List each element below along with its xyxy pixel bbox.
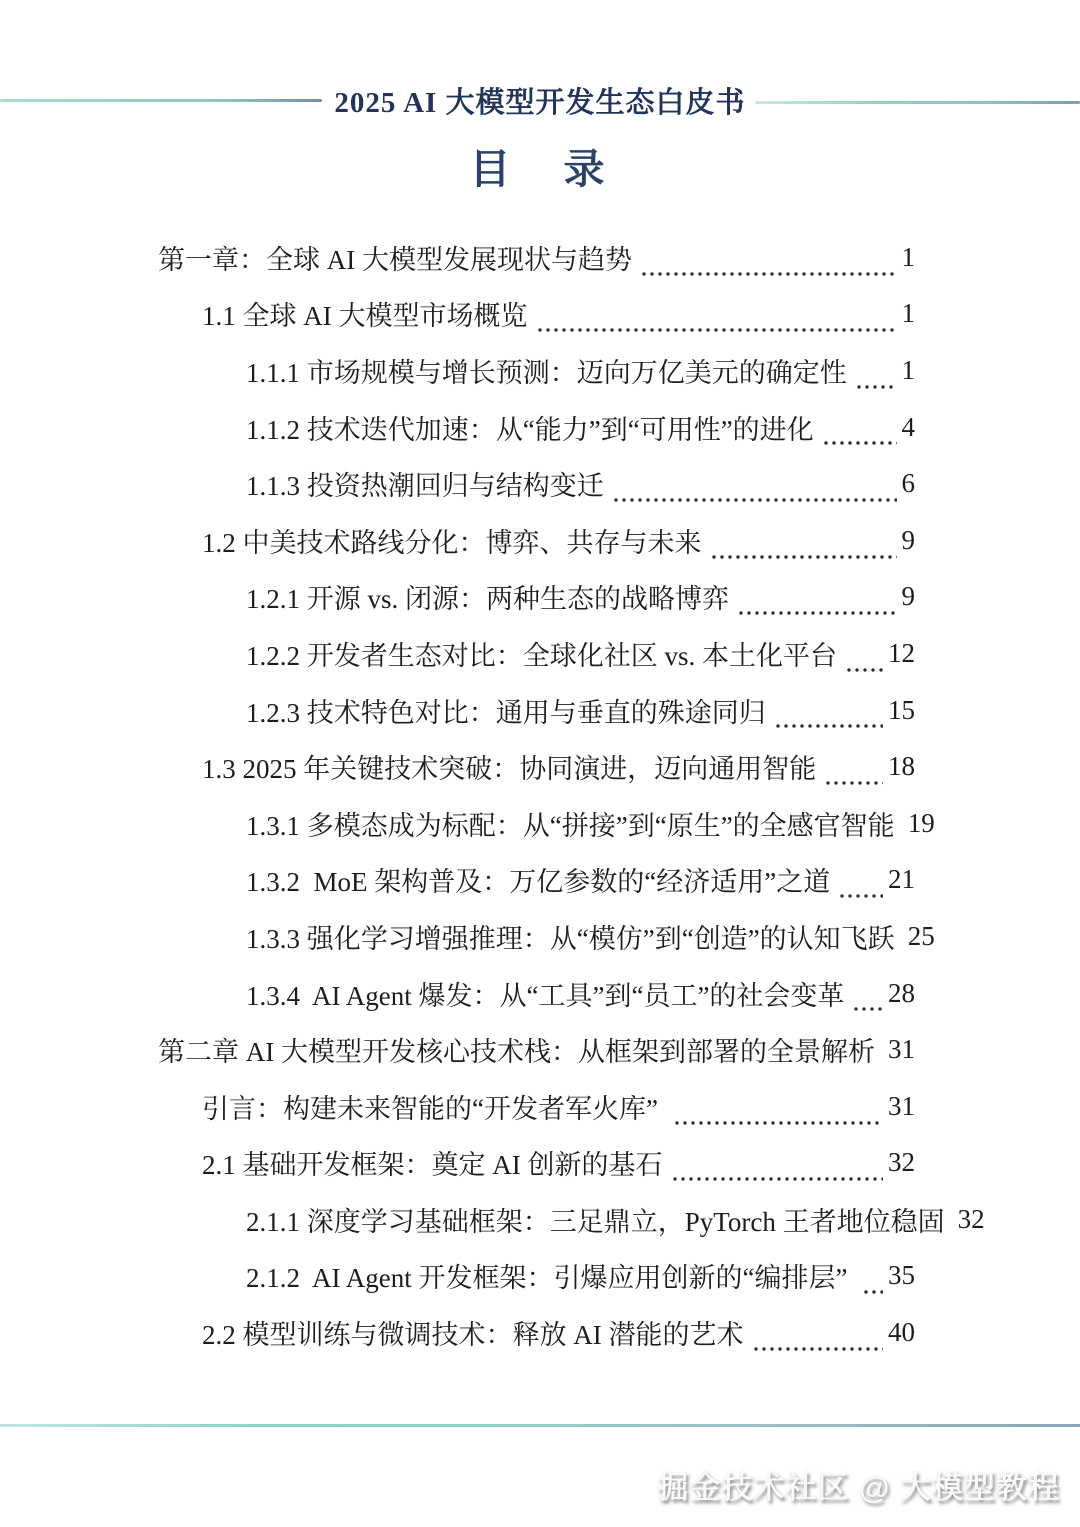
- dot-leader: [752, 1346, 884, 1352]
- toc-entry-title: 第一章：全球 AI 大模型发展现状与趋势: [158, 244, 632, 275]
- toc-entry[interactable]: [0, 1191, 985, 1248]
- toc-entry-title: 1.2.3 技术特色对比：通用与垂直的殊途同归: [246, 697, 766, 728]
- toc-entry[interactable]: [0, 1248, 915, 1305]
- toc-page-number: 35: [888, 1260, 915, 1291]
- toc-entry-title: 1.3.3 强化学习增强推理：从“模仿”到“创造”的认知飞跃: [246, 923, 895, 954]
- toc-entry[interactable]: [0, 1135, 915, 1192]
- document-header-title: 2025 AI 大模型开发生态白皮书: [334, 87, 746, 119]
- toc-entry[interactable]: [0, 1304, 915, 1361]
- toc-page-number: 1: [901, 354, 915, 385]
- dot-leader: [855, 384, 897, 390]
- toc-entry-title: 第二章 AI 大模型开发核心技术栈：从框架到部署的全景解析: [158, 1037, 875, 1068]
- toc-entry[interactable]: [0, 852, 915, 909]
- toc-entry[interactable]: [0, 569, 915, 626]
- toc-page-number: 6: [901, 468, 915, 499]
- toc-entry-title: 1.3.1 多模态成为标配：从“拼接”到“原生”的全感官智能: [246, 810, 895, 841]
- toc-page-number: 28: [888, 977, 915, 1008]
- toc-page-number: 32: [888, 1147, 915, 1178]
- toc-entry[interactable]: [0, 229, 915, 286]
- dot-leader: [612, 497, 897, 503]
- toc-page-number: 18: [888, 751, 915, 782]
- watermark: 掘金技术社区 @ 大模型教程: [657, 1470, 1060, 1505]
- dot-leader: [838, 893, 883, 899]
- toc-entry-title: 1.3.2 MoE 架构普及：万亿参数的“经济适用”之道: [246, 867, 831, 898]
- toc-entry-title: 1.3 2025 年关键技术突破：协同演进，迈向通用智能: [202, 754, 817, 785]
- toc-page-number: 19: [907, 807, 935, 838]
- toc-entry[interactable]: [0, 965, 915, 1022]
- toc-page-number: 32: [957, 1203, 985, 1234]
- dot-leader: [774, 723, 883, 729]
- toc-entry-title: 2.1 基础开发框架：奠定 AI 创新的基石: [202, 1150, 663, 1181]
- toc-page-number: 31: [888, 1090, 915, 1121]
- dot-leader: [673, 1120, 883, 1126]
- toc-entry-title: 1.1.1 市场规模与增长预测：迈向万亿美元的确定性: [246, 357, 847, 388]
- toc-entry-title: 1.2.2 开发者生态对比：全球化社区 vs. 本土化平台: [246, 640, 838, 671]
- dot-leader: [710, 554, 897, 560]
- dot-leader: [862, 1289, 883, 1295]
- toc-page-number: 12: [888, 637, 915, 668]
- dot-leader: [640, 271, 897, 277]
- toc-entry-title: 1.1 全球 AI 大模型市场概览: [202, 301, 528, 332]
- toc-page-number: 40: [888, 1317, 915, 1348]
- toc-entry[interactable]: [0, 286, 915, 343]
- toc-entry[interactable]: [0, 795, 935, 852]
- dot-leader: [737, 610, 896, 616]
- toc-entry[interactable]: [0, 625, 915, 682]
- toc-page-number: 31: [888, 1034, 915, 1065]
- toc-entry[interactable]: [0, 1078, 915, 1135]
- toc-entry[interactable]: [0, 342, 915, 399]
- toc-page-number: 1: [901, 241, 915, 272]
- toc-entry-title: 1.1.2 技术迭代加速：从“能力”到“可用性”的进化: [246, 414, 814, 445]
- header-rule-right: [755, 101, 1080, 104]
- footer-rule: [0, 1424, 1080, 1427]
- toc-entry[interactable]: [0, 908, 935, 965]
- toc-entry-title: 2.2 模型训练与微调技术：释放 AI 潜能的艺术: [202, 1320, 744, 1351]
- toc-page-number: 15: [888, 694, 915, 725]
- dot-leader: [852, 1006, 883, 1012]
- toc-page-number: 25: [907, 920, 935, 951]
- toc-entry[interactable]: [0, 738, 915, 795]
- toc-entry-title: 2.1.2 AI Agent 开发框架：引爆应用创新的“编排层”: [246, 1263, 855, 1294]
- toc-entry[interactable]: [0, 1021, 915, 1078]
- toc-entry-title: 引言：构建未来智能的“开发者军火库”: [202, 1093, 665, 1124]
- dot-leader: [824, 780, 883, 786]
- toc-entry-title: 1.2 中美技术路线分化：博弈、共存与未来: [202, 527, 702, 558]
- toc-page-number: 1: [901, 298, 915, 329]
- toc-entry-title: 1.2.1 开源 vs. 闭源：两种生态的战略博弈: [246, 584, 730, 615]
- toc-page-number: 4: [901, 411, 915, 442]
- toc-entry-title: 2.1.1 深度学习基础框架：三足鼎立，PyTorch 王者地位稳固: [246, 1206, 945, 1237]
- toc-entry-title: 1.1.3 投资热潮回归与结构变迁: [246, 471, 604, 502]
- toc-list: [0, 229, 985, 1361]
- toc-title: 目 录: [469, 146, 611, 192]
- toc-entry[interactable]: [0, 399, 915, 456]
- toc-entry[interactable]: [0, 455, 915, 512]
- toc-entry-title: 1.3.4 AI Agent 爆发：从“工具”到“员工”的社会变革: [246, 980, 845, 1011]
- toc-entry[interactable]: [0, 682, 915, 739]
- dot-leader: [845, 667, 883, 673]
- dot-leader: [822, 440, 897, 446]
- toc-page-number: 9: [901, 581, 915, 612]
- toc-entry[interactable]: [0, 512, 915, 569]
- toc-page-number: 21: [888, 864, 915, 895]
- dot-leader: [671, 1176, 884, 1182]
- toc-page-number: 9: [901, 524, 915, 555]
- dot-leader: [536, 327, 897, 333]
